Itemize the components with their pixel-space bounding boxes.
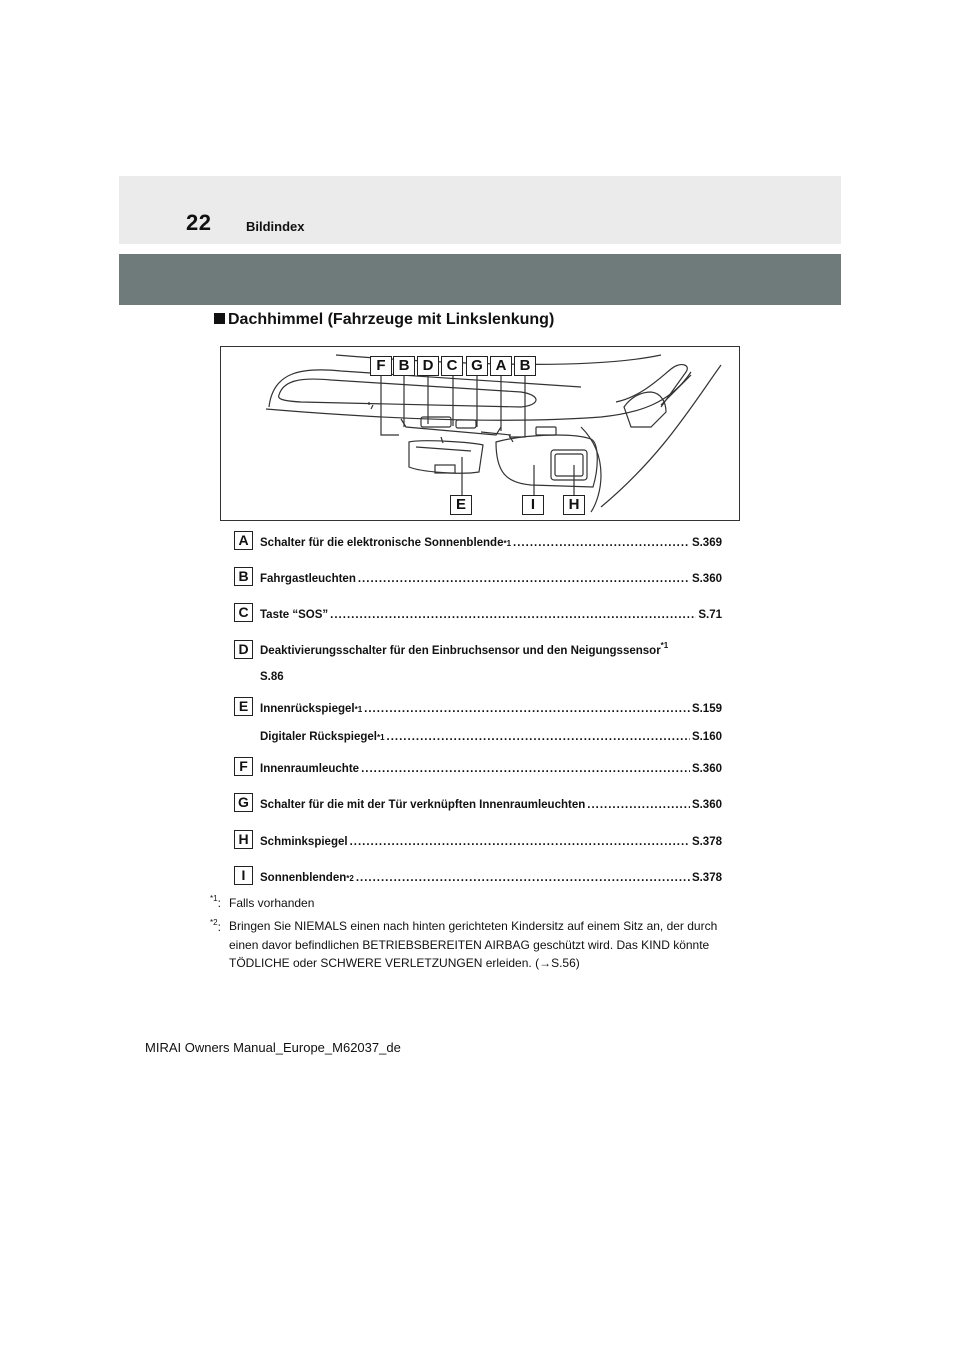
item-badge-i: I: [234, 866, 253, 885]
index-entry: Sonnenblenden *2 ..... S.378: [260, 872, 722, 884]
callout-d: D: [417, 356, 439, 376]
index-entry: Schminkspiegel ..... S.378: [260, 836, 722, 848]
index-entry: Taste “SOS” ..... S.71: [260, 609, 722, 621]
callout-a: A: [490, 356, 512, 376]
item-badge-c: C: [234, 603, 253, 622]
footer-manual-id: MIRAI Owners Manual_Europe_M62037_de: [145, 1040, 401, 1055]
section-title: Bildindex: [246, 219, 305, 234]
item-badge-f: F: [234, 757, 253, 776]
index-entry: Fahrgastleuchten ..... S.360: [260, 573, 722, 585]
overhead-console-illustration: [220, 346, 740, 521]
footnote-mark: $^{*1}$:: [210, 894, 221, 910]
callout-c: C: [441, 356, 463, 376]
item-badge-a: A: [234, 531, 253, 550]
footnote-text: Falls vorhanden: [229, 896, 315, 910]
index-entry-page: S.86: [260, 671, 284, 683]
item-badge-d: D: [234, 640, 253, 659]
header-bar: [119, 254, 841, 305]
index-entry: Deaktivierungsschalter für den Einbruchsensor und den Neigungssensor$^{*1}$: [260, 641, 669, 657]
footnote-text: Bringen Sie NIEMALS einen nach hinten gerichteten Kindersitz auf einem Sitz an, der durch einen davor befindlichen BETRIEBSBEREITEN AIRBAG geschützt wird. Das KIND könnte TÖDLICHE oder SCHWERE VERLETZUNGEN erleiden. (→S.56): [229, 919, 718, 970]
index-entry: Innenraumleuchte ..... S.360: [260, 763, 722, 775]
header-band: [119, 176, 841, 244]
item-badge-e: E: [234, 697, 253, 716]
item-badge-g: G: [234, 793, 253, 812]
callout-f: F: [370, 356, 392, 376]
index-entry: Digitaler Rückspiegel *1 ..... S.160: [260, 731, 722, 743]
page-number: 22: [186, 210, 212, 235]
callout-e: E: [450, 495, 472, 515]
callout-g: G: [466, 356, 488, 376]
section-heading: Dachhimmel (Fahrzeuge mit Linkslenkung): [214, 311, 554, 329]
footnote-mark: $^{*2}$:: [210, 918, 221, 934]
callout-i: I: [522, 495, 544, 515]
callout-b: B: [514, 356, 536, 376]
item-badge-b: B: [234, 567, 253, 586]
index-entry: Schalter für die elektronische Sonnenblende *1 ..... S.369: [260, 537, 722, 549]
callout-b: B: [393, 356, 415, 376]
bullet-square-icon: [214, 313, 225, 324]
index-entry: Innenrückspiegel *1 ..... S.159: [260, 703, 722, 715]
callout-h: H: [563, 495, 585, 515]
index-entry: Schalter für die mit der Tür verknüpften Innenraumleuchten ..... S.360: [260, 799, 722, 811]
item-badge-h: H: [234, 830, 253, 849]
